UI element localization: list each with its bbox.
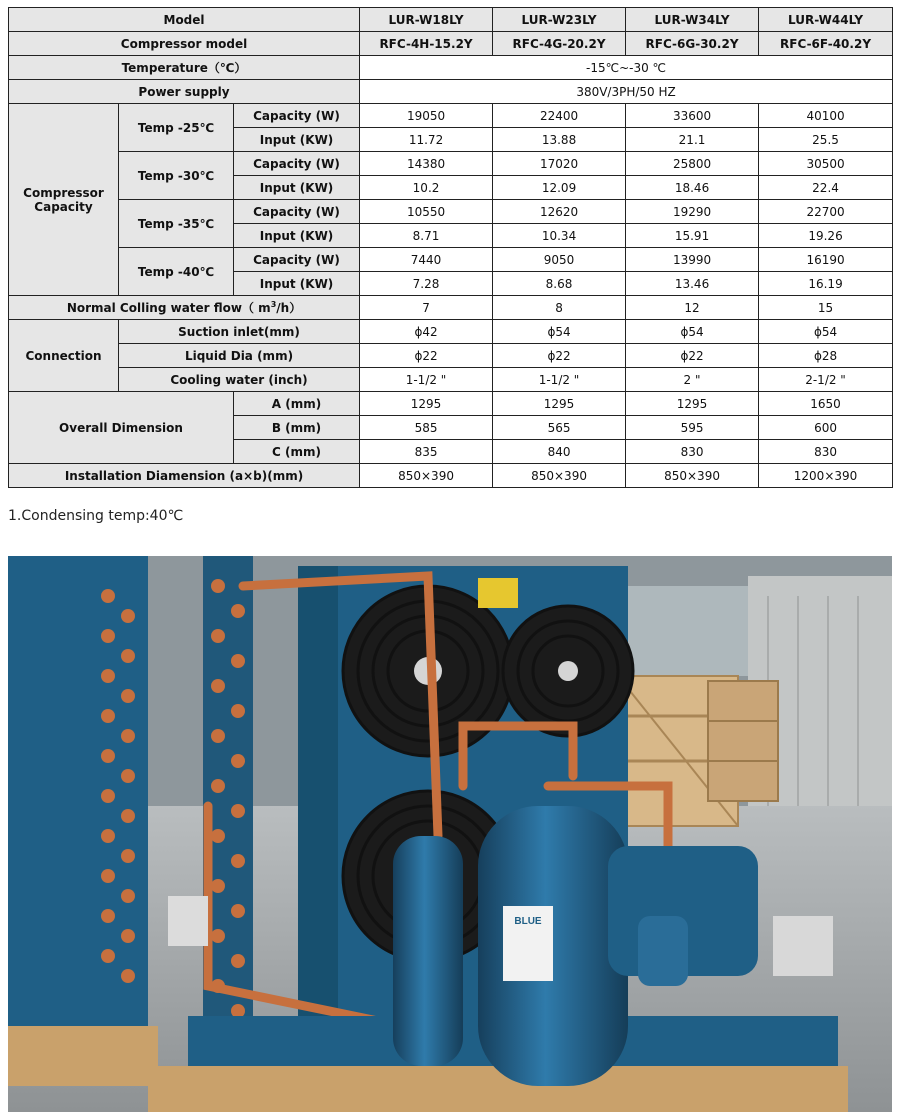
- connection-value: 2 ": [626, 368, 759, 392]
- dimension-value: 840: [493, 440, 626, 464]
- power-supply-value: 380V/3PH/50 HZ: [360, 80, 893, 104]
- table-row: [9, 200, 893, 224]
- compressor-model-value: RFC-6G-30.2Y: [626, 32, 759, 56]
- table-row: [9, 392, 893, 416]
- input-value: 13.46: [626, 272, 759, 296]
- connection-value: 1-1/2 ": [360, 368, 493, 392]
- input-value: 25.5: [759, 128, 893, 152]
- warning-label: [478, 578, 518, 608]
- connection-value: ϕ28: [759, 344, 893, 368]
- input-value: 19.26: [759, 224, 893, 248]
- compressor-model-value: RFC-4G-20.2Y: [493, 32, 626, 56]
- temp-label: Temp -35℃: [119, 200, 234, 248]
- compressor-capacity-label: Compressor Capacity: [9, 104, 119, 296]
- water-flow-value: 8: [493, 296, 626, 320]
- dimension-value: 1295: [626, 392, 759, 416]
- compressor-model-value: RFC-6F-40.2Y: [759, 32, 893, 56]
- input-value: 8.68: [493, 272, 626, 296]
- table-row: [9, 104, 893, 128]
- capacity-label: Capacity (W): [234, 248, 360, 272]
- condensing-unit-photo: [8, 556, 892, 1112]
- table-row: [9, 320, 893, 344]
- dimension-value: 1650: [759, 392, 893, 416]
- capacity-value: 16190: [759, 248, 893, 272]
- wooden-pallet: [148, 1066, 848, 1112]
- connection-row-label: Liquid Dia (mm): [119, 344, 360, 368]
- left-condenser-panel: [8, 556, 148, 1026]
- housing-side-panel: [298, 566, 338, 1026]
- input-label: Input (KW): [234, 224, 360, 248]
- capacity-value: 25800: [626, 152, 759, 176]
- connection-value: ϕ54: [626, 320, 759, 344]
- capacity-value: 33600: [626, 104, 759, 128]
- capacity-value: 10550: [360, 200, 493, 224]
- dimension-value: 835: [360, 440, 493, 464]
- input-value: 15.91: [626, 224, 759, 248]
- connection-value: ϕ54: [493, 320, 626, 344]
- capacity-value: 12620: [493, 200, 626, 224]
- table-row: [9, 80, 893, 104]
- dimension-value: 1295: [493, 392, 626, 416]
- dimension-value: 1295: [360, 392, 493, 416]
- temp-label: Temp -25℃: [119, 104, 234, 152]
- model-name: LUR-W34LY: [626, 8, 759, 32]
- connection-value: ϕ54: [759, 320, 893, 344]
- table-row: [9, 8, 893, 32]
- connection-value: 2-1/2 ": [759, 368, 893, 392]
- connection-row-label: Suction inlet(mm): [119, 320, 360, 344]
- temperature-label: Temperature（℃）: [9, 56, 360, 80]
- capacity-label: Capacity (W): [234, 104, 360, 128]
- compressor-filter: [638, 916, 688, 986]
- input-value: 18.46: [626, 176, 759, 200]
- capacity-value: 14380: [360, 152, 493, 176]
- model-name: LUR-W44LY: [759, 8, 893, 32]
- installation-value: 850×390: [626, 464, 759, 488]
- installation-value: 850×390: [493, 464, 626, 488]
- tank-brand-text: BLUE: [514, 916, 542, 927]
- dimension-row-label: A (mm): [234, 392, 360, 416]
- table-row: [9, 32, 893, 56]
- input-label: Input (KW): [234, 176, 360, 200]
- input-value: 12.09: [493, 176, 626, 200]
- capacity-value: 17020: [493, 152, 626, 176]
- overall-dimension-label: Overall Dimension: [9, 392, 234, 464]
- input-value: 16.19: [759, 272, 893, 296]
- capacity-label: Capacity (W): [234, 200, 360, 224]
- installation-value: 1200×390: [759, 464, 893, 488]
- pressure-switch: [168, 896, 208, 946]
- connection-value: ϕ22: [626, 344, 759, 368]
- capacity-value: 40100: [759, 104, 893, 128]
- capacity-value: 9050: [493, 248, 626, 272]
- table-row: [9, 296, 893, 320]
- model-name: LUR-W23LY: [493, 8, 626, 32]
- table-row: [9, 152, 893, 176]
- capacity-value: 22700: [759, 200, 893, 224]
- dimension-value: 830: [626, 440, 759, 464]
- capacity-value: 22400: [493, 104, 626, 128]
- water-flow-value: 7: [360, 296, 493, 320]
- dimension-value: 585: [360, 416, 493, 440]
- temp-label: Temp -40℃: [119, 248, 234, 296]
- dimension-row-label: C (mm): [234, 440, 360, 464]
- input-value: 7.28: [360, 272, 493, 296]
- table-row: [9, 344, 893, 368]
- temperature-value: -15℃~-30 ℃: [360, 56, 893, 80]
- control-box: [773, 916, 833, 976]
- input-value: 8.71: [360, 224, 493, 248]
- capacity-label: Capacity (W): [234, 152, 360, 176]
- water-flow-label: Normal Colling water flow（ $m^3/h$）: [9, 296, 360, 320]
- dimension-value: 830: [759, 440, 893, 464]
- compressor-model-value: RFC-4H-15.2Y: [360, 32, 493, 56]
- connection-value: ϕ22: [360, 344, 493, 368]
- capacity-value: 13990: [626, 248, 759, 272]
- input-value: 10.34: [493, 224, 626, 248]
- dimension-value: 595: [626, 416, 759, 440]
- installation-value: 850×390: [360, 464, 493, 488]
- connection-label: Connection: [9, 320, 119, 392]
- dimension-value: 600: [759, 416, 893, 440]
- capacity-value: 7440: [360, 248, 493, 272]
- condensing-temp-note: 1.Condensing temp:40℃: [8, 508, 184, 524]
- table-row: [9, 464, 893, 488]
- input-value: 13.88: [493, 128, 626, 152]
- left-pallet: [8, 1026, 158, 1086]
- connection-value: ϕ22: [493, 344, 626, 368]
- capacity-value: 30500: [759, 152, 893, 176]
- input-value: 22.4: [759, 176, 893, 200]
- connection-value: 1-1/2 ": [493, 368, 626, 392]
- water-flow-value: 15: [759, 296, 893, 320]
- input-value: 21.1: [626, 128, 759, 152]
- table-row: [9, 368, 893, 392]
- dimension-row-label: B (mm): [234, 416, 360, 440]
- input-label: Input (KW): [234, 272, 360, 296]
- water-flow-value: 12: [626, 296, 759, 320]
- model-name: LUR-W18LY: [360, 8, 493, 32]
- input-value: 11.72: [360, 128, 493, 152]
- temp-label: Temp -30℃: [119, 152, 234, 200]
- capacity-value: 19050: [360, 104, 493, 128]
- model-label: Model: [9, 8, 360, 32]
- compressor-model-label: Compressor model: [9, 32, 360, 56]
- table-row: [9, 248, 893, 272]
- input-label: Input (KW): [234, 128, 360, 152]
- oil-separator: [393, 836, 463, 1066]
- spec-table: [8, 7, 893, 488]
- connection-value: ϕ42: [360, 320, 493, 344]
- installation-label: Installation Diamension (a×b)(mm): [9, 464, 360, 488]
- connection-row-label: Cooling water (inch): [119, 368, 360, 392]
- capacity-value: 19290: [626, 200, 759, 224]
- input-value: 10.2: [360, 176, 493, 200]
- power-supply-label: Power supply: [9, 80, 360, 104]
- table-row: [9, 56, 893, 80]
- dimension-value: 565: [493, 416, 626, 440]
